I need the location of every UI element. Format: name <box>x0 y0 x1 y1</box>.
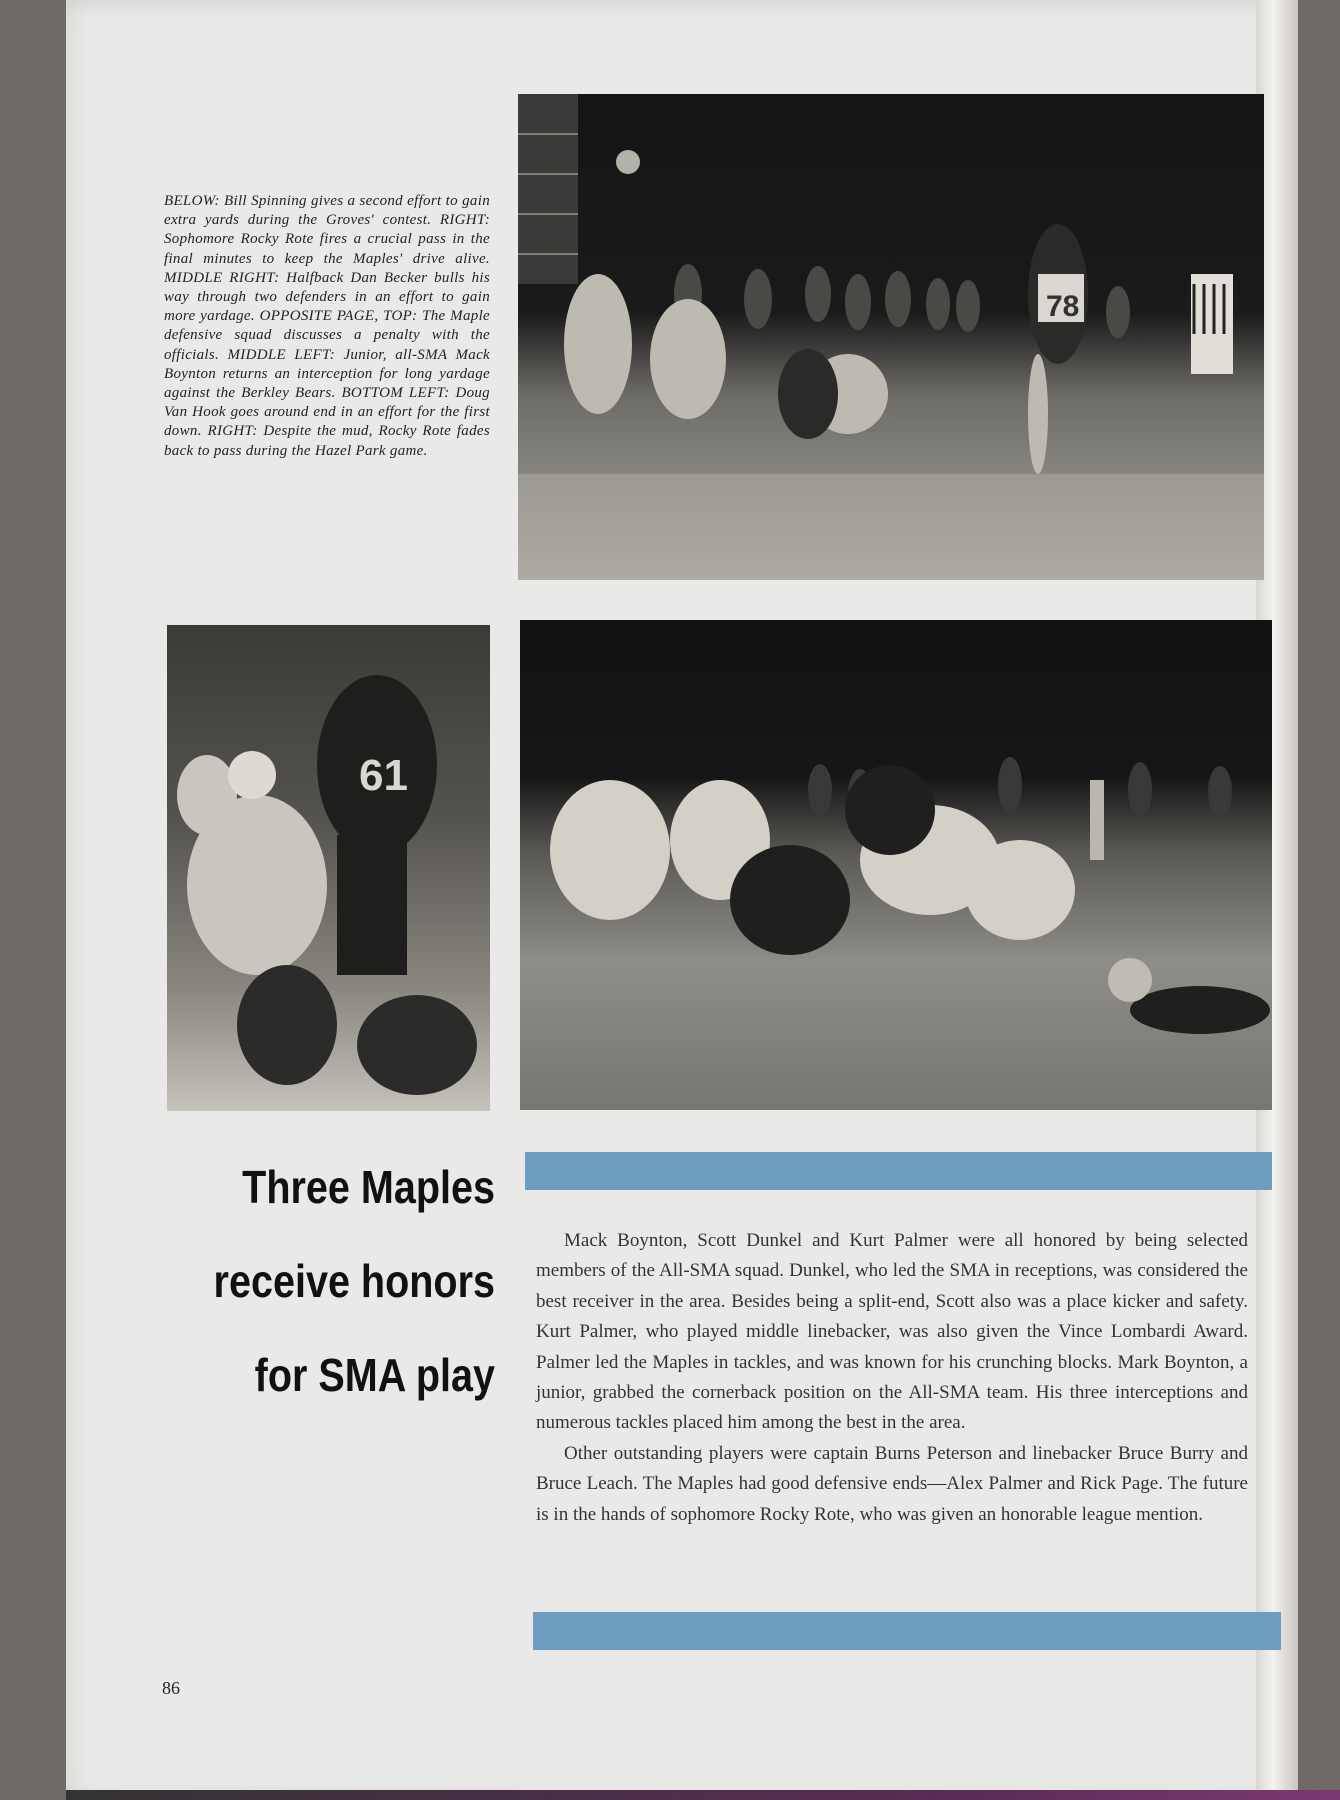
photo-top-right <box>518 94 1264 580</box>
photo-middle-left <box>167 625 490 1111</box>
photo-caption: BELOW: Bill Spinning gives a second effort to gain extra yards during the Groves' contest. RIGHT: Sophomore Rocky Rote fires a crucial pass in the final minutes to keep the Maples' drive alive. MIDDLE RIGHT: Halfback Dan Becker bulls his way through two defenders in an effort to gain more yardage. OPPOSITE PAGE, TOP: The Maple defensive squad discusses a penalty with the officials. MIDDLE LEFT: Junior, all-SMA Mack Boynton returns an interception for long yardage against the Berkley Bears. BOTTOM LEFT: Doug Van Hook goes around end in an effort for the first down. RIGHT: Despite the mud, Rocky Rote fades back to pass during the Hazel Park game. <box>164 193 490 459</box>
jersey-number: 61 <box>359 751 408 800</box>
headline-line-2: receive honors <box>213 1255 495 1307</box>
article-paragraph: Other outstanding players were captain Burns Peterson and linebacker Bruce Burry and Bruce Leach. The Maples had good defensive ends—Alex Palmer and Rick Page. The future is in the hands of sophomore Rocky Rote, who was given an honorable league mention. <box>536 1442 1248 1525</box>
accent-bar-top <box>525 1152 1272 1190</box>
headline-line-3: for SMA play <box>254 1349 495 1401</box>
article-paragraph: Mack Boynton, Scott Dunkel and Kurt Palmer were all honored by being selected members of the All-SMA squad. Dunkel, who led the SMA in receptions, was considered the best receiver in the area. Besides being a split-end, Scott also was a place kicker and safety. Kurt Palmer, who played middle linebacker, was also given the Vince Lombardi Award. Palmer led the Maples in tackles, and was known for his crunching blocks. Mark Boynton, a junior, grabbed the cornerback position on the All-SMA team. His three interceptions and numerous tackles placed him among the best in the area. <box>536 1230 1248 1434</box>
headline-line-1: Three Maples <box>242 1161 495 1213</box>
headline <box>150 1140 495 1422</box>
jersey-number: 78 <box>1046 290 1080 323</box>
accent-bar-bottom <box>533 1612 1281 1650</box>
article-body <box>536 1226 1248 1530</box>
photo-middle-right <box>520 620 1272 1110</box>
page-number: 86 <box>162 1678 180 1698</box>
bottom-strip <box>66 1790 1340 1800</box>
